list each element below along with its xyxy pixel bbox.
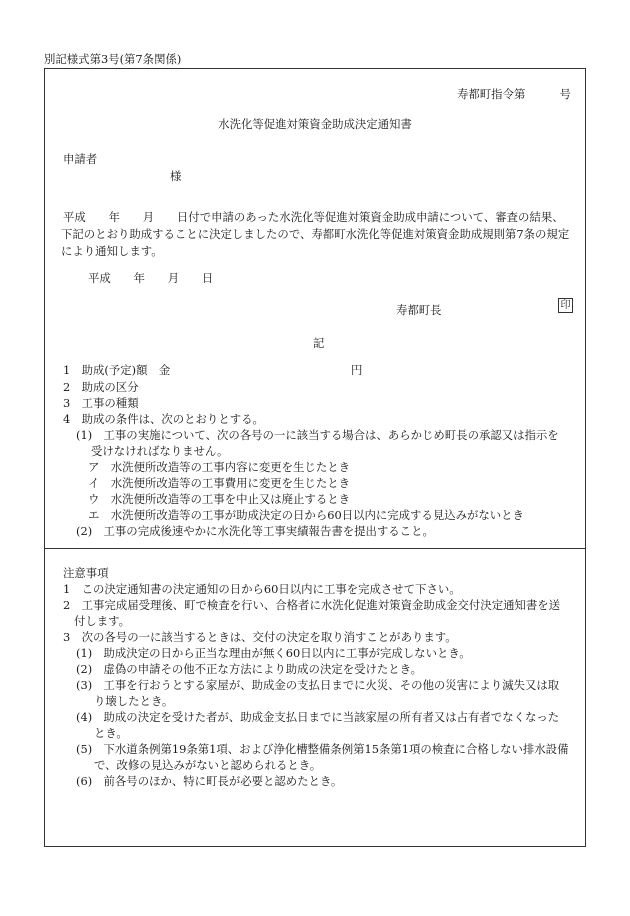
document-title: 水洗化等促進対策資金助成決定通知書 (218, 117, 412, 131)
notes-heading: 注意事項 (63, 566, 109, 580)
body-line-2: 下記のとおり助成することに決定しましたので、寿都町水洗化等促進対策資金助成規則第7条の規定 (61, 227, 570, 241)
note-3-sub-5-line-1: (5) 下水道条例第19条第1項、および浄化槽整備条例第15条第1項の検査に合格しない排水設備 (76, 742, 569, 756)
note-1: 1 この決定通知書の決定通知の日から60日以内に工事を完成させて下さい。 (63, 582, 461, 596)
condition-sub-a: ア 水洗便所改造等の工事内容に変更を生じたとき (88, 460, 350, 474)
item-2: 2 助成の区分 (63, 380, 139, 394)
form-number-label: 別記様式第3号(第7条関係) (44, 52, 182, 66)
condition-sub-i: イ 水洗便所改造等の工事費用に変更を生じたとき (88, 476, 350, 490)
note-3-sub-4-line-1: (4) 助成の決定を受けた者が、助成金支払日までに当該家屋の所有者又は占有者でなくなった (76, 710, 560, 724)
note-3-sub-3-line-1: (3) 工事を行おうとする家屋が、助成金の支払日までに火災、その他の災害により滅失又は取 (76, 678, 560, 692)
body-line-1: 平成 年 月 日付で申請のあった水洗化等促進対策資金助成申請について、審査の結果、 (63, 210, 564, 224)
note-3-sub-4-line-2: とき。 (94, 726, 128, 740)
condition-sub-u: ウ 水洗便所改造等の工事を中止又は廃止するとき (88, 492, 350, 506)
item-1-unit: 円 (351, 363, 363, 377)
body-line-3: により通知します。 (61, 244, 163, 258)
applicant-label: 申請者 (63, 152, 98, 166)
note-3-sub-1: (1) 助成決定の日から正当な理由が無く60日以内に工事が完成しないとき。 (76, 646, 471, 660)
ki-heading: 記 (313, 336, 325, 350)
notice-frame (44, 68, 586, 847)
condition-1-line-2: 受けなければなりません。 (91, 444, 229, 458)
issue-date: 平成 年 月 日 (88, 271, 214, 285)
note-3-sub-3-line-2: り壊したとき。 (94, 694, 174, 708)
seal-mark: 印 (558, 298, 573, 313)
honorific: 様 (170, 169, 182, 183)
note-2-line-1: 2 工事完成届受理後、町で検査を行い、合格者に水洗化促進対策資金助成金交付決定通知書を送 (63, 598, 561, 612)
condition-sub-e: エ 水洗便所改造等の工事が助成決定の日から60日以内に完成する見込みがないとき (88, 508, 524, 522)
note-3-sub-6: (6) 前各号のほか、特に町長が必要と認めたとき。 (76, 774, 343, 788)
mayor-title: 寿都町長 (396, 303, 442, 317)
item-3: 3 工事の種類 (63, 396, 139, 410)
note-3: 3 次の各号の一に該当するときは、交付の決定を取り消すことがあります。 (63, 630, 457, 644)
document-number: 寿都町指令第 号 (457, 87, 571, 101)
section-divider (45, 548, 585, 549)
condition-1-line-1: (1) 工事の実施について、次の各号の一に該当する場合は、あらかじめ町長の承認又は指示を (76, 428, 559, 442)
note-3-sub-2: (2) 虚偽の申請その他不正な方法により助成の決定を受けたとき。 (76, 662, 423, 676)
condition-2: (2) 工事の完成後速やかに水洗化等工事実績報告書を提出すること。 (76, 524, 434, 538)
item-4: 4 助成の条件は、次のとおりとする。 (63, 412, 264, 426)
note-3-sub-5-line-2: で、改修の見込みがないと認められるとき。 (94, 758, 322, 772)
item-1-amount: 1 助成(予定)額 金 (63, 363, 171, 377)
note-2-line-2: 付します。 (74, 614, 131, 628)
